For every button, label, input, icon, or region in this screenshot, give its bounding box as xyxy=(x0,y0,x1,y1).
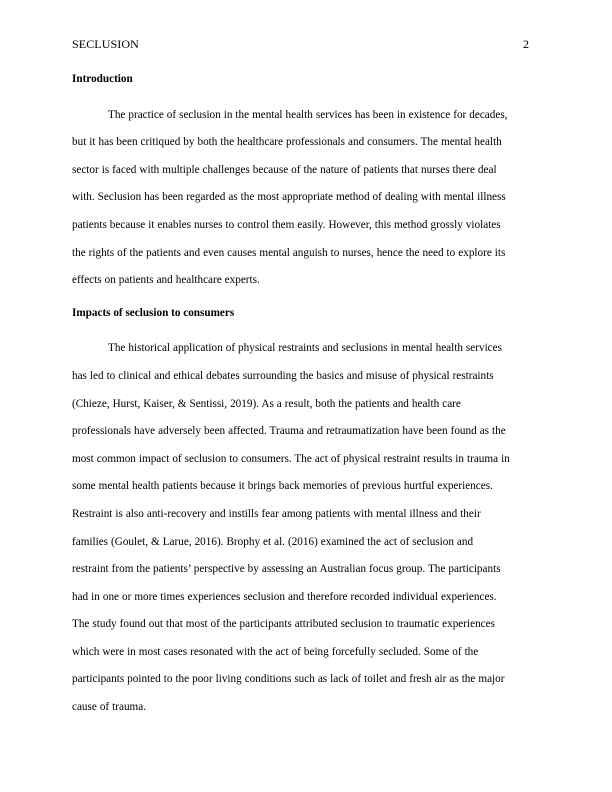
paragraph-line: (Chieze, Hurst, Kaiser, & Sentissi, 2019). As a result, both the patients and health care xyxy=(72,397,461,410)
running-head: SECLUSION xyxy=(72,37,139,51)
paragraph-line: professionals have adversely been affected. Trauma and retraumatization have been found as the xyxy=(72,425,506,438)
page-number: 2 xyxy=(523,37,529,51)
paragraph-line: with. Seclusion has been regarded as the most appropriate method of dealing with mental illness xyxy=(72,191,506,204)
paragraph-line: Restraint is also anti-recovery and instills fear among patients with mental illness and their xyxy=(72,507,481,520)
body-text xyxy=(72,66,542,722)
paragraph-line: effects on patients and healthcare experts. xyxy=(72,274,260,287)
section-heading-introduction: Introduction xyxy=(72,73,133,85)
paragraph-line: The historical application of physical restraints and seclusions in mental health services xyxy=(108,342,502,355)
paragraph-line: sector is faced with multiple challenges because of the nature of patients that nurses there deal xyxy=(72,163,497,176)
paragraph-line: some mental health patients because it brings back memories of previous hurtful experiences. xyxy=(72,480,493,493)
paragraph-line: The practice of seclusion in the mental health services has been in existence for decades, xyxy=(108,108,508,121)
paragraph-line: families (Goulet, & Larue, 2016). Brophy et al. (2016) examined the act of seclusion and xyxy=(72,535,474,548)
paragraph-line: but it has been critiqued by both the healthcare professionals and consumers. The mental health xyxy=(72,136,502,149)
paragraph-line: has led to clinical and ethical debates surrounding the basics and misuse of physical restraints xyxy=(72,369,494,382)
section-heading-impacts: Impacts of seclusion to consumers xyxy=(72,306,235,319)
paragraph-line: The study found out that most of the participants attributed seclusion to traumatic experiences xyxy=(72,618,495,631)
paragraph-line: which were in most cases resonated with the act of being forcefully secluded. Some of the xyxy=(72,645,479,658)
paragraph-line: restraint from the patients’ perspective by assessing an Australian focus group. The participants xyxy=(72,563,501,576)
paragraph-line: patients because it enables nurses to control them easily. However, this method grossly violates xyxy=(72,218,501,231)
paragraph-line: most common impact of seclusion to consumers. The act of physical restraint results in trauma in xyxy=(72,452,510,465)
paragraph-line: had in one or more times experiences seclusion and therefore recorded individual experiences. xyxy=(72,590,497,603)
paragraph-line: the rights of the patients and even causes mental anguish to nurses, hence the need to explore its xyxy=(72,246,506,259)
paragraph-impacts xyxy=(72,335,542,721)
paragraph-introduction xyxy=(72,102,542,295)
paragraph-line: cause of trauma. xyxy=(72,701,147,714)
paragraph-line: participants pointed to the poor living conditions such as lack of toilet and fresh air as the major xyxy=(72,673,505,686)
